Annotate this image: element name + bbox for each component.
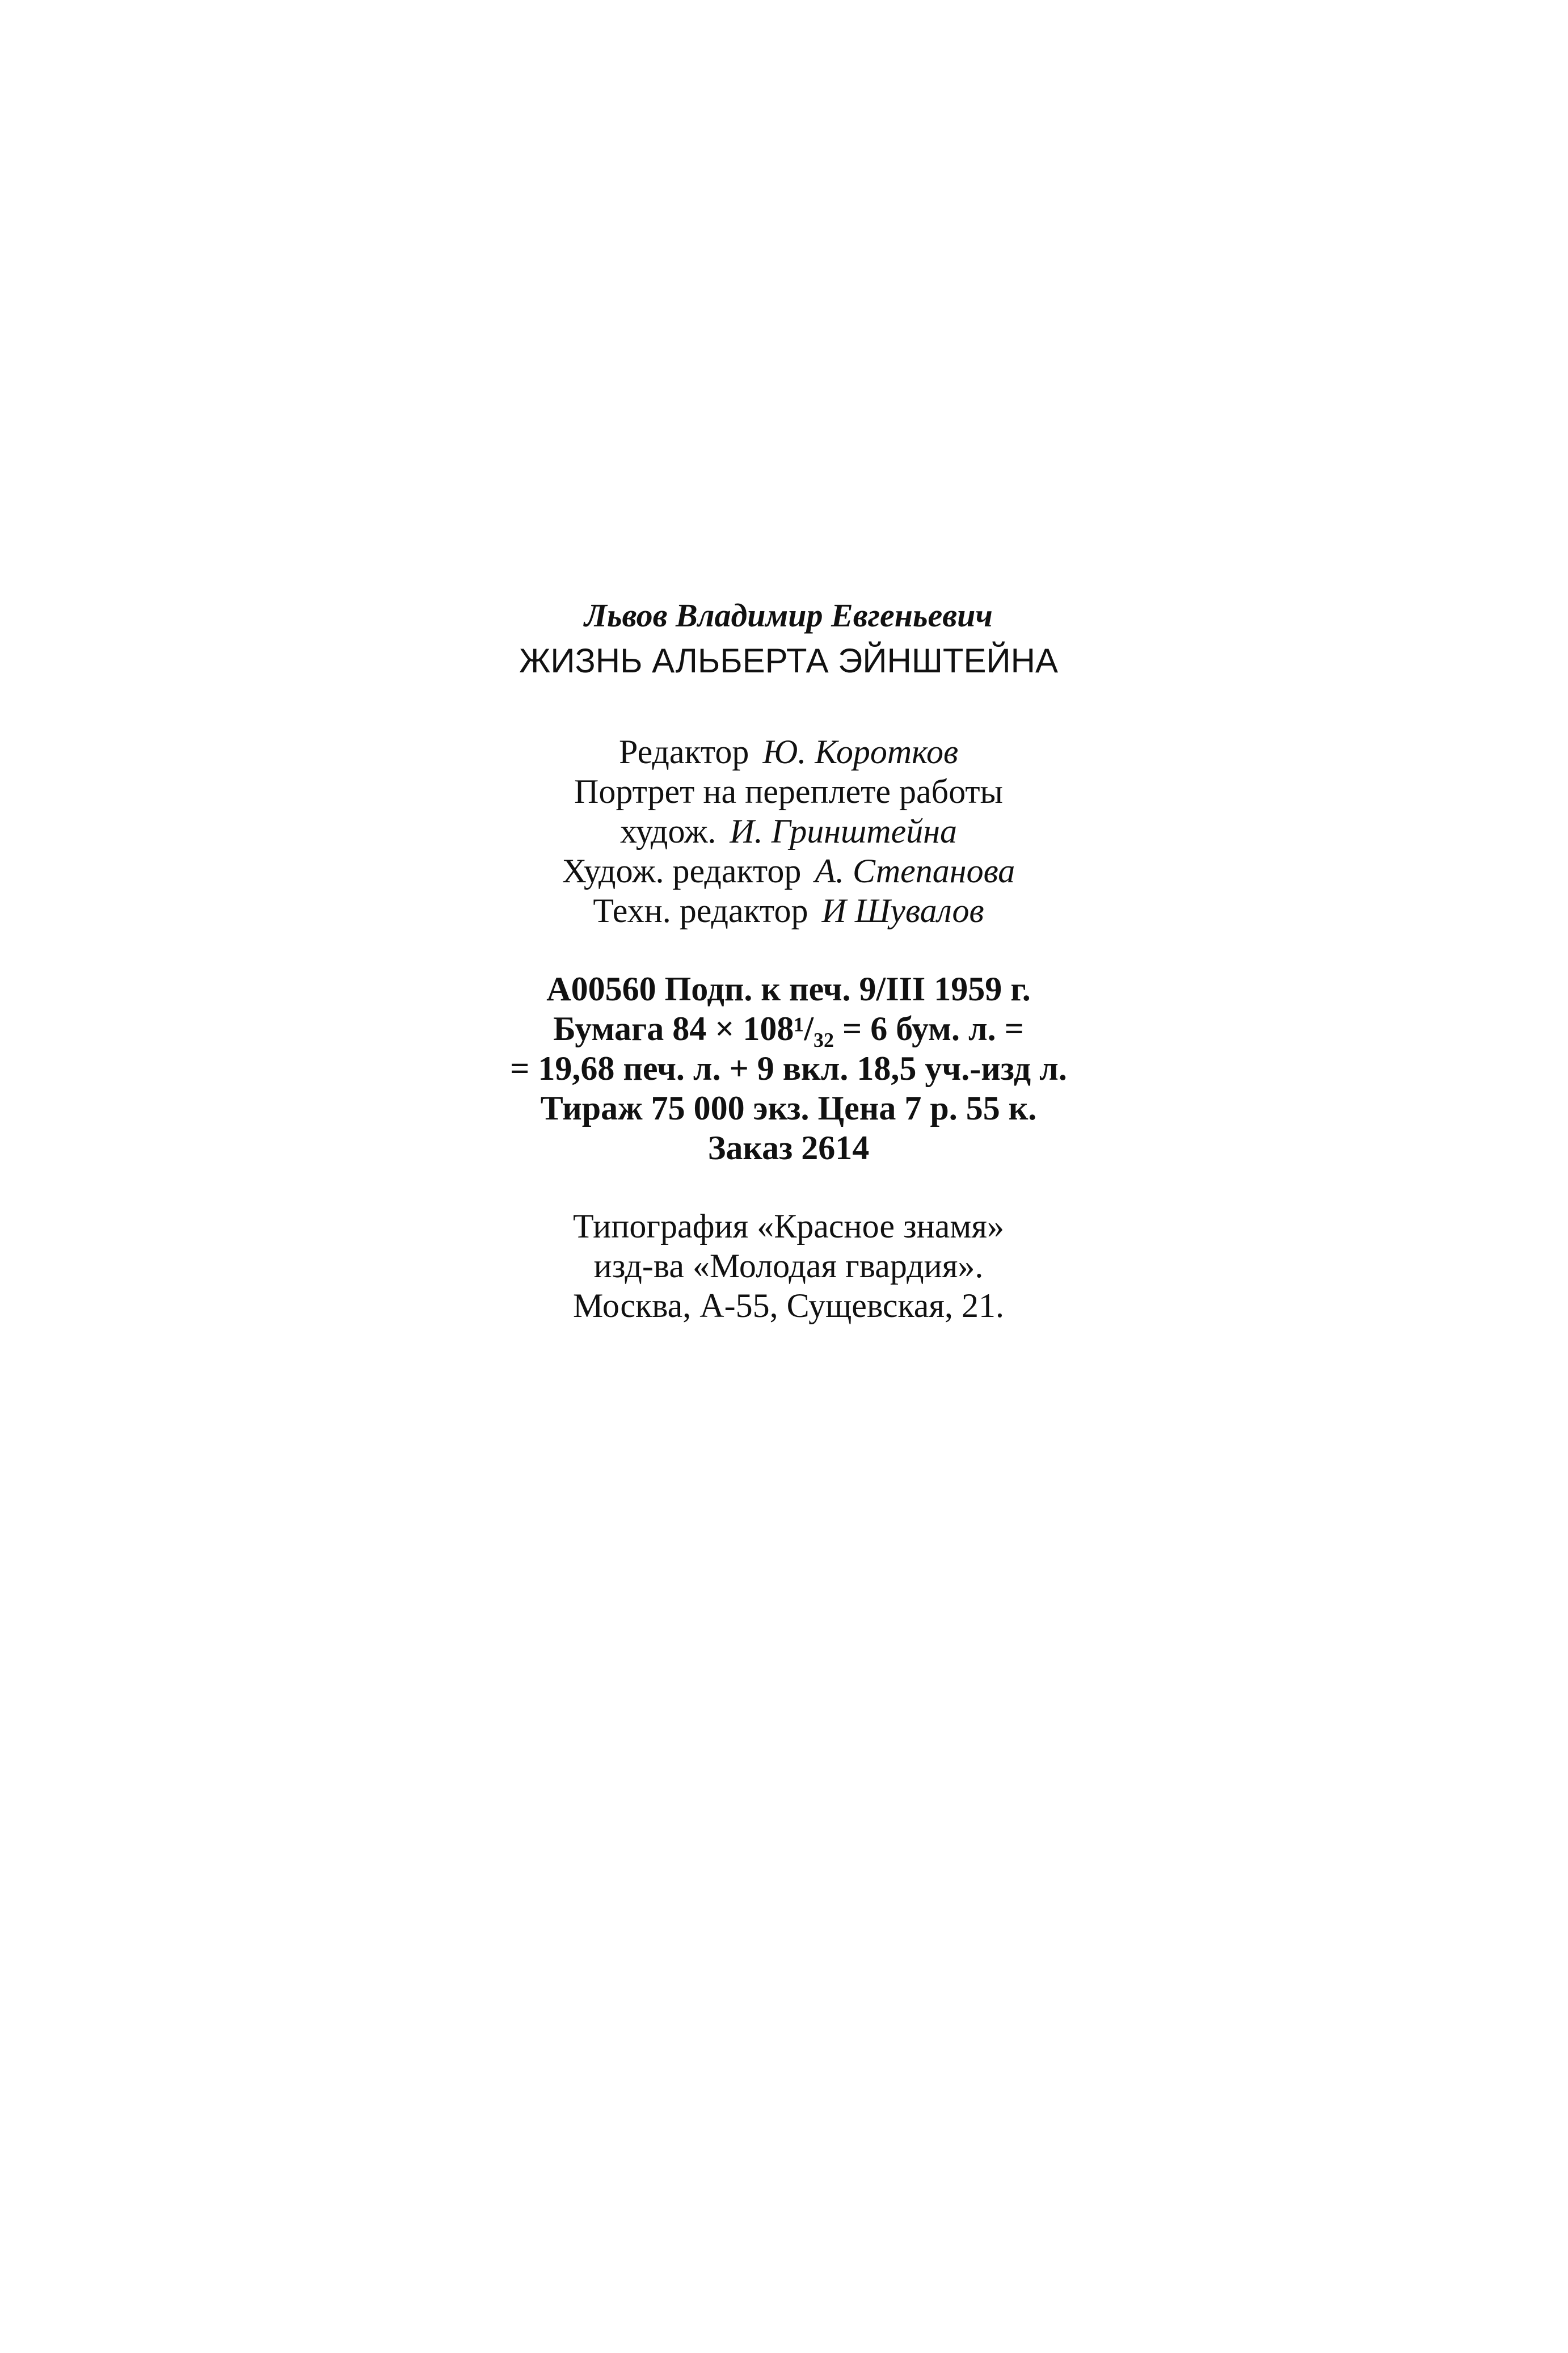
print-info-line: А00560 Подп. к печ. 9/III 1959 г.	[546, 970, 1031, 1008]
print-info-line: Тираж 75 000 экз. Цена 7 р. 55 к.	[540, 1089, 1037, 1127]
printer-line: Типография «Красное знамя»	[573, 1207, 1004, 1245]
credit-person: А. Степанова	[815, 852, 1015, 890]
printer-line: изд-ва «Молодая гвардия».	[593, 1247, 984, 1285]
print-info-block	[477, 969, 1101, 1168]
print-info-line: Заказ 2614	[707, 1129, 870, 1167]
printer-line: Москва, А-55, Сущевская, 21.	[572, 1287, 1005, 1324]
credit-editor	[477, 732, 1101, 772]
credit-person: И. Гринштейна	[730, 813, 957, 850]
credit-role: Редактор	[618, 733, 749, 771]
credit-role: Портрет на переплете работы	[574, 773, 1003, 810]
credit-role: Худож. редактор	[562, 852, 802, 890]
credit-person: И Шувалов	[821, 892, 984, 929]
credit-art-editor	[477, 851, 1101, 891]
credit-role: Техн. редактор	[593, 892, 808, 929]
credit-portrait	[477, 772, 1101, 811]
credit-artist	[477, 811, 1101, 851]
colophon	[477, 596, 1101, 1325]
credit-person: Ю. Коротков	[762, 733, 959, 771]
author-name: Львов Владимир Евгеньевич	[584, 597, 993, 634]
print-info-line: = 19,68 печ. л. + 9 вкл. 18,5 уч.-изд л.	[510, 1050, 1067, 1087]
book-title: ЖИЗНЬ АЛЬБЕРТА ЭЙНШТЕЙНА	[519, 642, 1058, 680]
printer-block	[477, 1206, 1101, 1325]
print-info-line: Бумага 84 × 108¹/₃₂ = 6 бум. л. =	[553, 1010, 1024, 1047]
credit-tech-editor	[477, 891, 1101, 931]
credits-block	[477, 732, 1101, 931]
credit-role: худож.	[619, 813, 716, 850]
